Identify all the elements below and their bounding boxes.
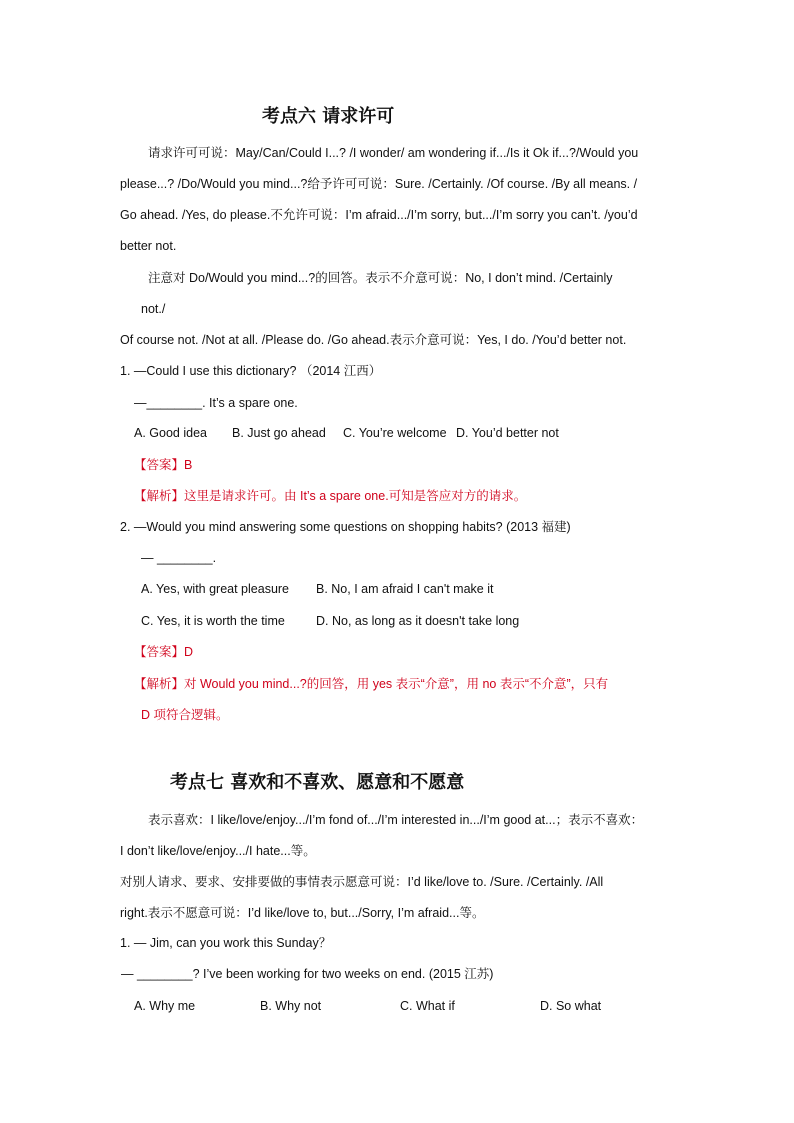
s6-q1-option-d: D. You’d better not: [456, 426, 559, 440]
s6-q1-question: 1. —Could I use this dictionary? （2014 江西）: [120, 364, 382, 378]
s6-q2-question: 2. —Would you mind answering some questions on shopping habits? (2013 福建): [120, 520, 571, 534]
s6-q1-option-a: A. Good idea: [134, 426, 207, 440]
section7-intro-line1: 表示喜欢：I like/love/enjoy.../I’m fond of.../I’m interested in.../I’m good at...；表示不喜欢：: [148, 813, 644, 827]
s6-q1-option-c: C. You’re welcome: [343, 426, 447, 440]
s7-q1-option-c: C. What if: [400, 999, 455, 1013]
section7-intro-line4: right.表示不愿意可说：I’d like/love to, but.../Sorry, I’m afraid...等。: [120, 906, 485, 920]
section7-intro-line2: I don’t like/love/enjoy.../I hate...等。: [120, 844, 316, 858]
section6-note-line2: not./: [141, 302, 166, 316]
s7-q1-option-a: A. Why me: [134, 999, 196, 1013]
s6-q1-answer: 【答案】B: [134, 458, 193, 472]
s7-q1-option-b: B. Why not: [260, 999, 322, 1013]
section6-intro-line1: 请求许可可说：May/Can/Could I...? /I wonder/ am wondering if.../Is it Ok if...?/Would you: [148, 146, 639, 160]
s6-q1-reply: —________. It’s a spare one.: [134, 396, 298, 410]
s7-q1-reply: — ________? I’ve been working for two weeks on end. (2015 江苏): [121, 967, 494, 981]
s6-q2-answer: 【答案】D: [134, 645, 194, 659]
section6-note-line3: Of course not. /Not at all. /Please do. /Go ahead.表示介意可说：Yes, I do. /You’d better not.: [120, 333, 627, 347]
s7-q1-option-d: D. So what: [540, 999, 602, 1013]
s6-q1-option-b: B. Just go ahead: [232, 426, 326, 440]
section6-note-line1: 注意对 Do/Would you mind...?的回答。表示不介意可说：No, I don’t mind. /Certainly: [148, 271, 613, 285]
s6-q2-analysis-line1: 【解析】对 Would you mind...?的回答，用 yes 表示“介意”，用 no 表示“不介意”，只有: [134, 677, 609, 691]
s6-q2-option-d: D. No, as long as it doesn't take long: [316, 614, 520, 628]
section6-intro-line4: better not.: [120, 239, 177, 253]
s6-q2-option-a: A. Yes, with great pleasure: [141, 582, 290, 596]
s6-q2-analysis-line2: D 项符合逻辑。: [141, 708, 229, 722]
s6-q2-reply: — ________.: [141, 551, 217, 565]
s6-q2-option-b: B. No, I am afraid I can't make it: [316, 582, 494, 596]
s6-q2-option-c: C. Yes, it is worth the time: [141, 614, 285, 628]
section7-title: 考点七 喜欢和不喜欢、愿意和不愿意: [170, 772, 465, 793]
section6-intro-line3: Go ahead. /Yes, do please.不允许可说：I’m afraid.../I’m sorry, but.../I’m sorry you can’t. /you’d: [120, 208, 638, 222]
section7-intro-line3: 对别人请求、要求、安排要做的事情表示愿意可说：I’d like/love to. /Sure. /Certainly. /All: [120, 875, 604, 889]
s6-q1-analysis: 【解析】这里是请求许可。由 It’s a spare one.可知是答应对方的请求。: [134, 489, 527, 503]
section6-title: 考点六 请求许可: [262, 106, 395, 127]
s7-q1-question: 1. — Jim, can you work this Sunday？: [120, 936, 332, 950]
section6-intro-line2: please...? /Do/Would you mind...?给予许可可说：Sure. /Certainly. /Of course. /By all means. /: [120, 177, 638, 191]
